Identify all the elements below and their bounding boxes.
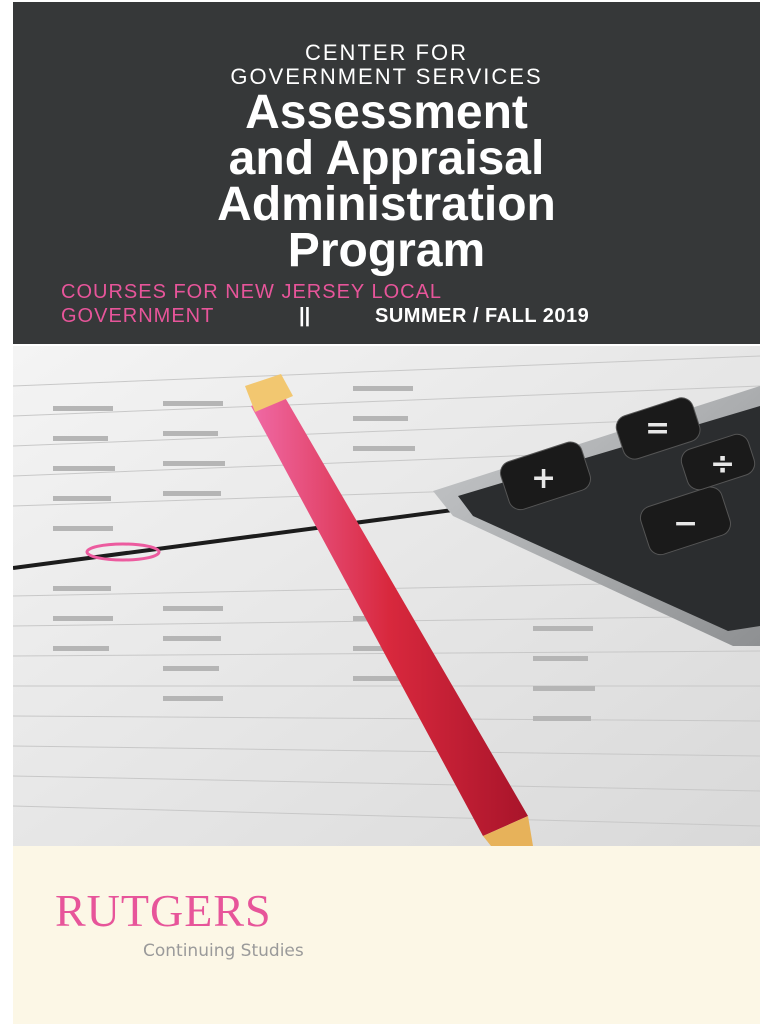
season-label: SUMMER / FALL 2019 bbox=[375, 305, 590, 327]
svg-text:=: = bbox=[645, 411, 671, 446]
svg-text:÷: ÷ bbox=[710, 447, 736, 482]
rutgers-wordmark: RUTGERS bbox=[55, 885, 272, 936]
program-title bbox=[13, 86, 760, 277]
title-line4: Program bbox=[287, 224, 486, 277]
cover-photo bbox=[13, 346, 760, 846]
org-name-line1: CENTER FOR bbox=[305, 40, 468, 65]
courses-subtitle-line2: GOVERNMENT bbox=[61, 305, 215, 327]
continuing-studies-label: Continuing Studies bbox=[143, 941, 304, 961]
cover-header bbox=[13, 2, 760, 344]
title-line2: and Appraisal bbox=[228, 132, 545, 185]
rutgers-logo bbox=[55, 886, 385, 996]
title-line1: Assessment bbox=[245, 86, 528, 139]
separator: || bbox=[299, 305, 311, 327]
svg-text:+: + bbox=[531, 461, 557, 496]
cover-footer bbox=[13, 846, 760, 1024]
pencil-calculator-photo-icon bbox=[13, 346, 760, 846]
org-name-line2: GOVERNMENT SERVICES bbox=[230, 64, 543, 89]
title-line3: Administration bbox=[217, 178, 556, 231]
brochure-cover bbox=[13, 0, 760, 1024]
svg-text:−: − bbox=[673, 506, 699, 541]
courses-subtitle-line1: COURSES FOR NEW JERSEY LOCAL bbox=[61, 281, 443, 303]
